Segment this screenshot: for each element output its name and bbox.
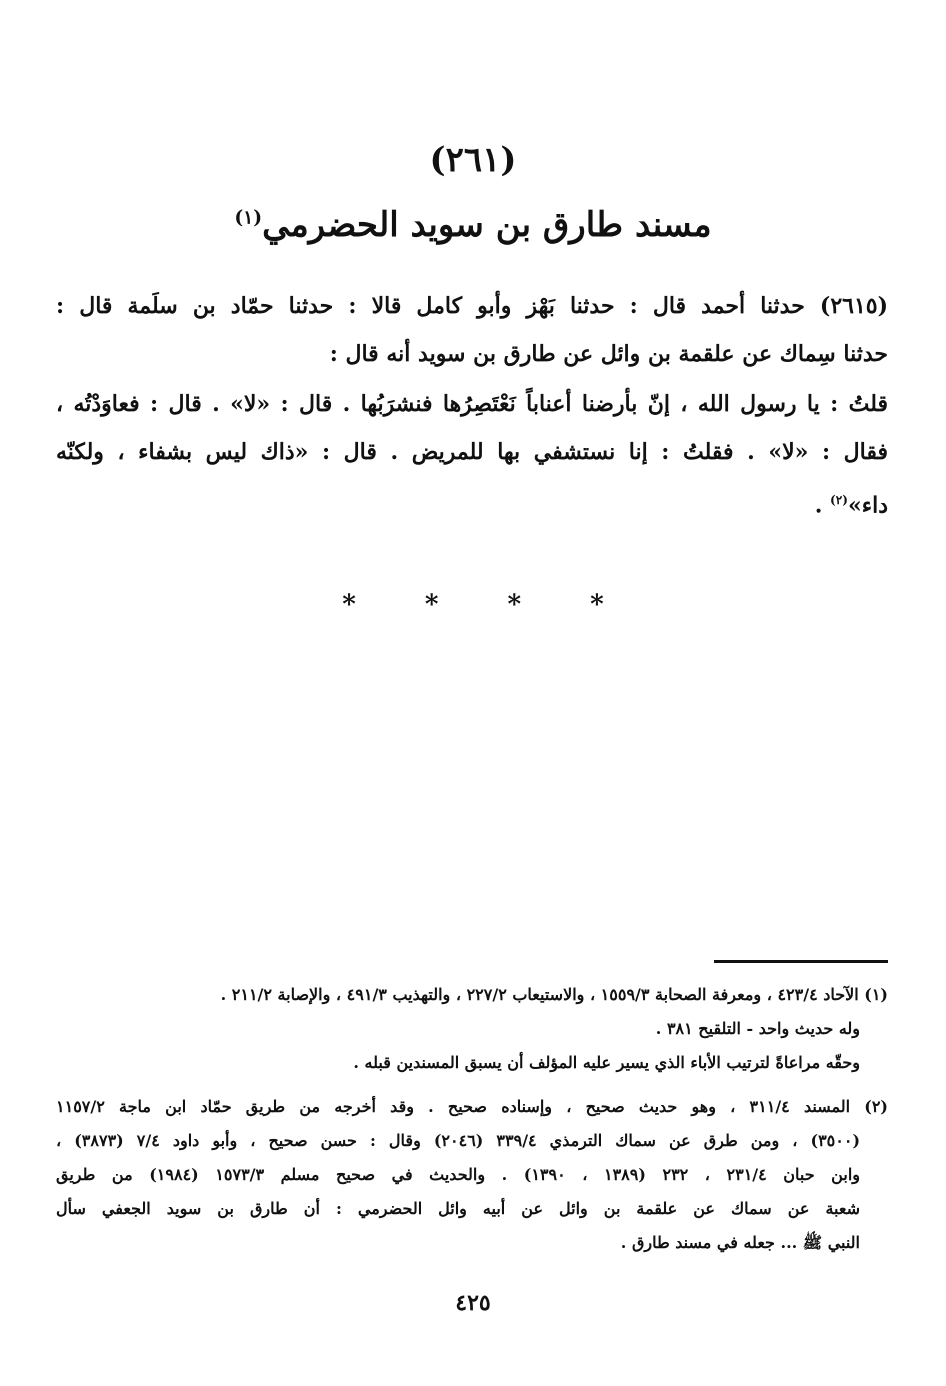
footnote-2: [56, 1090, 888, 1260]
hadith-main-line-last: [56, 476, 888, 529]
footnote-1: [56, 978, 888, 1080]
chapter-title: [0, 205, 946, 245]
section-separator: * * * *: [342, 590, 634, 620]
hadith-main-line: قلتُ : يا رسول الله ، إنّ بأرضنا أعناباً نَعْتَصِرُها فنشرَبُها . قال : «لا» . قال : فعاوَدْتُه ،: [56, 391, 888, 417]
hadith-intro-line: حدثنا سِماك عن علقمة بن وائل عن طارق بن سويد أنه قال :: [329, 341, 888, 367]
footnote-line: (٢) المسند ٣١١/٤ ، وهو حديث صحيح ، وإسناده صحيح . وقد أخرجه من طريق حمّاد ابن ماجة ١١٥٧/٢: [56, 1097, 888, 1116]
chapter-title-text: مسند طارق بن سويد الحضرمي: [262, 205, 712, 245]
footnote-line: (٣٥٠٠) ، ومن طرق عن سماك الترمذي ٣٣٩/٤ (٢٠٤٦) وقال : حسن صحيح ، وأبو داود ٧/٤ (٣٨٧٣) ،: [56, 1131, 861, 1150]
hadith-intro-line: (٢٦١٥) حدثنا أحمد قال : حدثنا بَهْز وأبو كامل قالا : حدثنا حمّاد بن سلَمة قال :: [56, 293, 888, 319]
hadith-main-text: داء»: [847, 492, 888, 519]
hadith-intro: [56, 282, 888, 378]
footnote-line: شعبة عن سماك عن علقمة بن وائل عن أبيه وائل الحضرمي : أن طارق بن سويد الجعفي سأل: [56, 1199, 860, 1218]
hadith-footnote-ref: (٢): [830, 493, 848, 507]
hadith-main: [56, 380, 888, 529]
footnote-line: وحقّه مراعاةً لترتيب الأباء الذي يسير عليه المؤلف أن يسبق المسندين قبله .: [353, 1053, 860, 1072]
hadith-main-line: فقال : «لا» . فقلتُ : إنا نستشفي بها للمريض . قال : «ذاك ليس بشفاء ، ولكنّه: [56, 439, 888, 465]
footnote-rule: [714, 960, 888, 963]
chapter-number: (٢٦١): [429, 140, 517, 180]
footnote-line: وله حديث واحد - التلقيح ٣٨١ .: [655, 1019, 860, 1038]
title-footnote-ref: (١): [234, 206, 263, 229]
footnote-line: النبي ﷺ ... جعله في مسند طارق .: [620, 1233, 860, 1252]
footnote-line: (١) الآحاد ٤٢٣/٤ ، ومعرفة الصحابة ١٥٥٩/٣ ، والاستيعاب ٢٢٧/٢ ، والتهذيب ٤٩١/٣ ، والإصابة ٢١١/٢ .: [220, 985, 888, 1004]
footnote-line: وابن حبان ٢٣١/٤ ، ٢٣٢ (١٣٨٩ ، ١٣٩٠) . والحديث في صحيح مسلم ١٥٧٣/٣ (١٩٨٤) من طريق: [56, 1165, 860, 1184]
page-number: ٤٢٥: [455, 1290, 491, 1316]
hadith-main-end: .: [814, 492, 831, 519]
